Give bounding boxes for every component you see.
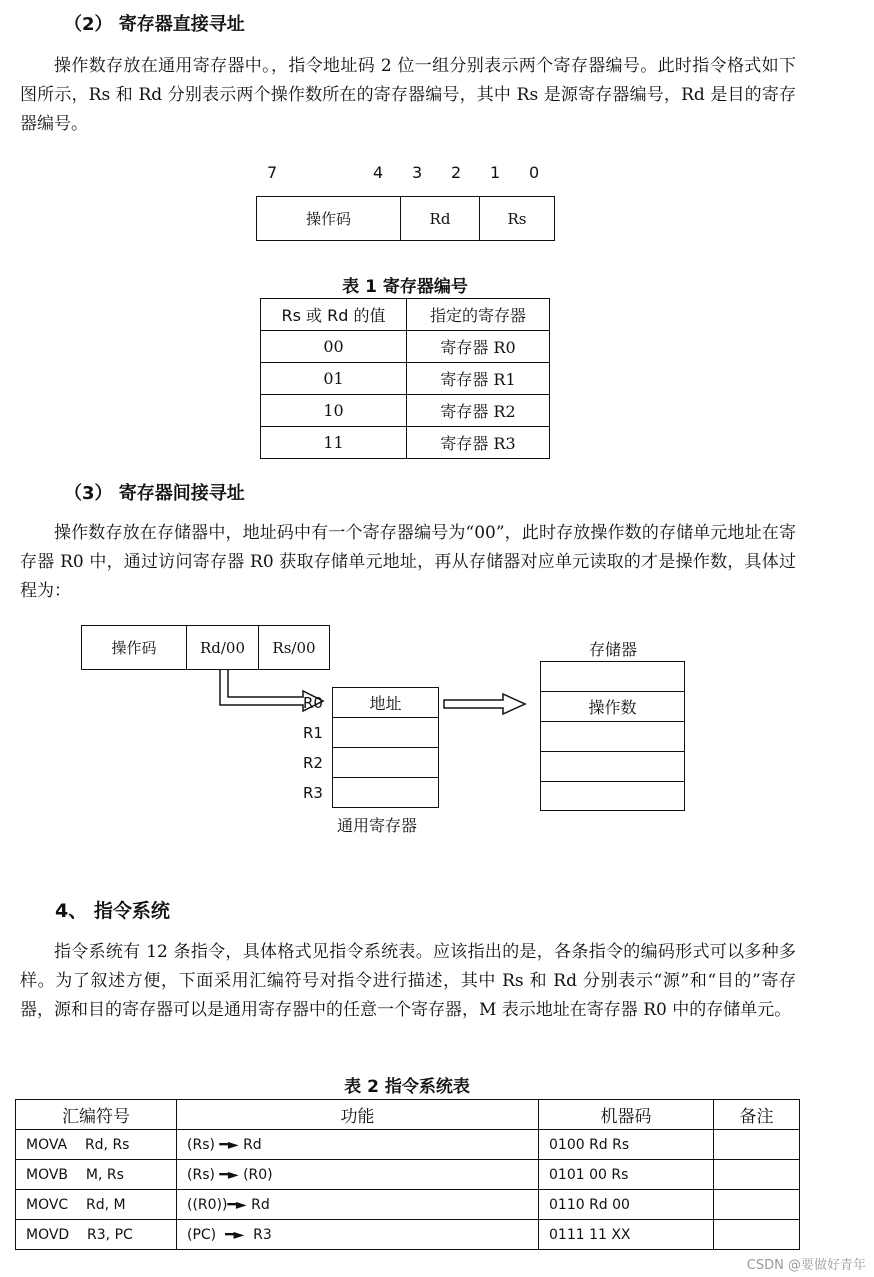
function-cell: (Rs) ━► Rd bbox=[177, 1130, 539, 1160]
table1-header: 指定的寄存器 bbox=[407, 299, 550, 331]
arrow-right-icon: ━► bbox=[219, 1166, 239, 1183]
section4-paragraph: 指令系统有 12 条指令，具体格式见指令系统表。应该指出的是，各条指令的编码形式可以多种多样。为了叙述方便，下面采用汇编符号对指令进行描述，其中 Rs 和 Rd 分别表示“源”和“目的”寄存器，源和目的寄存器可以是通用寄存器中的任意一个寄存器，M 表示地址在寄存器 R0 中的存储单元。 bbox=[20, 942, 796, 1020]
table-row bbox=[16, 1220, 800, 1250]
arrow-right-icon: ━► bbox=[225, 1226, 245, 1243]
instr-field-rs: Rs/00 bbox=[258, 625, 330, 670]
table1-cell: 11 bbox=[261, 427, 407, 459]
table-row bbox=[261, 427, 550, 459]
bit-label: 4 bbox=[373, 163, 384, 182]
register-label: R2 bbox=[303, 754, 323, 772]
mnemonic-cell: MOVC Rd, M bbox=[16, 1190, 177, 1220]
table1-cell: 寄存器 R3 bbox=[407, 427, 550, 459]
table1-cell: 寄存器 R1 bbox=[407, 363, 550, 395]
function-cell: (Rs) ━► (R0) bbox=[177, 1160, 539, 1190]
table2-header: 汇编符号 bbox=[16, 1100, 177, 1130]
register-r3-cell bbox=[332, 777, 439, 808]
table-row bbox=[16, 1160, 800, 1190]
table2-caption: 表 2 指令系统表 bbox=[344, 1077, 470, 1097]
mnemonic-cell: MOVB M, Rs bbox=[16, 1160, 177, 1190]
table1-cell: 10 bbox=[261, 395, 407, 427]
section2-paragraph: 操作数存放在通用寄存器中。，指令地址码 2 位一组分别表示两个寄存器编号。此时指令格式如下图所示，Rs 和 Rd 分别表示两个操作数所在的寄存器编号，其中 Rs 是源寄存器编号，Rd 是目的寄存器编号。 bbox=[20, 56, 796, 134]
section3-heading: （3） 寄存器间接寻址 bbox=[64, 483, 245, 504]
function-cell: (PC) ━► R3 bbox=[177, 1220, 539, 1250]
table1-header: Rs 或 Rd 的值 bbox=[261, 299, 407, 331]
table1-cell: 寄存器 R2 bbox=[407, 395, 550, 427]
machine-code-cell: 0110 Rd 00 bbox=[539, 1190, 714, 1220]
machine-code-cell: 0111 11 XX bbox=[539, 1220, 714, 1250]
section2-heading: （2） 寄存器直接寻址 bbox=[64, 14, 245, 35]
watermark: CSDN @要做好青年 bbox=[746, 1258, 866, 1273]
table-row bbox=[261, 395, 550, 427]
field-rs: Rs bbox=[479, 196, 555, 241]
table2-header: 备注 bbox=[714, 1100, 800, 1130]
memory-cell bbox=[540, 751, 685, 782]
memory-operand-cell: 操作数 bbox=[540, 691, 685, 722]
table-row bbox=[261, 363, 550, 395]
bit-label: 7 bbox=[267, 163, 278, 182]
instr-field-opcode: 操作码 bbox=[81, 625, 187, 670]
register-number-table bbox=[260, 298, 550, 459]
format-diagram bbox=[0, 160, 874, 250]
bit-label: 1 bbox=[490, 163, 501, 182]
memory-cell bbox=[540, 661, 685, 692]
field-opcode: 操作码 bbox=[256, 196, 401, 241]
field-rd: Rd bbox=[400, 196, 480, 241]
table-row bbox=[261, 331, 550, 363]
register-group-caption: 通用寄存器 bbox=[337, 816, 418, 835]
bit-label: 2 bbox=[451, 163, 462, 182]
table1-cell: 01 bbox=[261, 363, 407, 395]
table1-cell: 寄存器 R0 bbox=[407, 331, 550, 363]
machine-code-cell: 0101 00 Rs bbox=[539, 1160, 714, 1190]
table1-caption: 表 1 寄存器编号 bbox=[342, 277, 468, 297]
register-r0-cell: 地址 bbox=[332, 687, 439, 718]
note-cell bbox=[714, 1220, 800, 1250]
arrow-right-icon: ━► bbox=[227, 1196, 247, 1213]
table-row bbox=[16, 1130, 800, 1160]
note-cell bbox=[714, 1130, 800, 1160]
table1-cell: 00 bbox=[261, 331, 407, 363]
memory-cell bbox=[540, 781, 685, 811]
mnemonic-cell: MOVA Rd, Rs bbox=[16, 1130, 177, 1160]
table2-header: 功能 bbox=[177, 1100, 539, 1130]
mnemonic-cell: MOVD R3, PC bbox=[16, 1220, 177, 1250]
instruction-set-table bbox=[15, 1099, 800, 1250]
arrow-right-icon: ━► bbox=[219, 1136, 239, 1153]
register-label: R3 bbox=[303, 784, 323, 802]
register-r1-cell bbox=[332, 717, 439, 748]
indirect-addressing-diagram bbox=[0, 620, 874, 840]
register-label: R1 bbox=[303, 724, 323, 742]
note-cell bbox=[714, 1160, 800, 1190]
machine-code-cell: 0100 Rd Rs bbox=[539, 1130, 714, 1160]
register-r2-cell bbox=[332, 747, 439, 778]
hollow-arrow-icon bbox=[443, 692, 528, 716]
section3-paragraph: 操作数存放在存储器中，地址码中有一个寄存器编号为“00”，此时存放操作数的存储单元地址在寄存器 R0 中，通过访问寄存器 R0 获取存储单元地址，再从存储器对应单元读取的才是操作数，具体过程为： bbox=[20, 523, 796, 601]
memory-title: 存储器 bbox=[589, 640, 638, 659]
table-row bbox=[16, 1190, 800, 1220]
section4-heading: 4、 指令系统 bbox=[55, 900, 170, 922]
instr-field-rd: Rd/00 bbox=[186, 625, 259, 670]
table2-header: 机器码 bbox=[539, 1100, 714, 1130]
memory-cell bbox=[540, 721, 685, 752]
bit-label: 0 bbox=[529, 163, 540, 182]
bit-label: 3 bbox=[412, 163, 423, 182]
function-cell: ((R0))━► Rd bbox=[177, 1190, 539, 1220]
register-label: R0 bbox=[303, 694, 323, 712]
note-cell bbox=[714, 1190, 800, 1220]
